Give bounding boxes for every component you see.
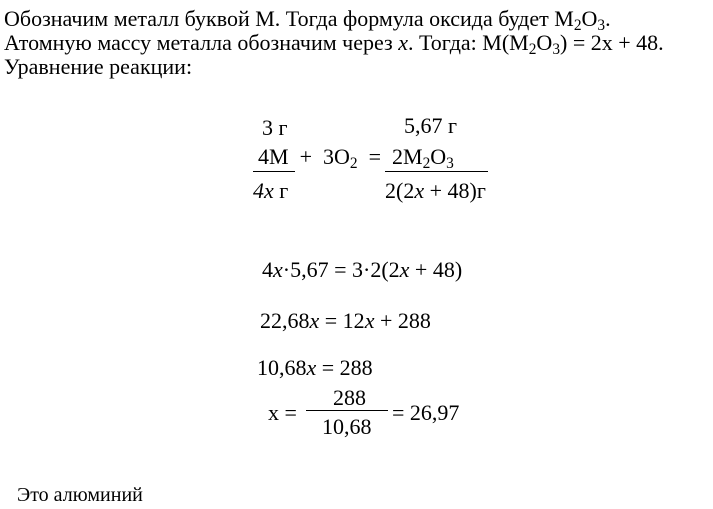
- step1-var: x: [273, 257, 283, 282]
- below-metal-var: 4x: [253, 178, 274, 203]
- step2-c: + 288: [374, 308, 431, 333]
- oxide-underline: [385, 171, 488, 172]
- product-oxygen: O: [430, 144, 447, 169]
- solution-step-2: [260, 310, 431, 332]
- intro-line-2: [4, 30, 664, 58]
- metal-underline: [253, 171, 295, 172]
- reactant-metal: 4M: [258, 144, 289, 169]
- intro-line-1-text: Обозначим металл буквой М. Тогда формула оксида будет: [4, 6, 555, 31]
- mass-above-oxide: 5,67 г: [404, 113, 458, 138]
- variable-x: x: [398, 30, 408, 55]
- oxide-formula: [554, 6, 611, 34]
- intro-line-2-oxygen: O: [536, 30, 553, 55]
- oxide-formula-sub-2: 3: [597, 16, 606, 34]
- oxide-formula-sub-1: 2: [573, 16, 582, 34]
- intro-line-2-sub-1: 2: [528, 40, 537, 58]
- intro-line-2-text: Атомную массу металла обозначим через: [4, 30, 399, 55]
- fraction-denominator: 10,68: [322, 414, 372, 439]
- product-sub-1: 2: [422, 154, 431, 172]
- step1-a: 4: [262, 257, 273, 282]
- step3-var: x: [306, 355, 317, 380]
- reaction-equation: [258, 144, 454, 172]
- mass-below-metal: [253, 180, 288, 202]
- below-oxide-var: x: [414, 178, 425, 203]
- below-metal-unit: г: [273, 178, 289, 203]
- step3-b: = 288: [316, 355, 373, 380]
- step2-a: 22,68: [260, 308, 310, 333]
- step2-var2: x: [364, 308, 375, 333]
- plus-sign: +: [299, 144, 312, 169]
- intro-line-2-middle: . Тогда: M(M: [407, 30, 529, 55]
- step1-c: + 48): [409, 257, 463, 282]
- intro-line-1: [4, 6, 611, 34]
- intro-line-3: Уравнение реакции:: [4, 54, 193, 79]
- below-oxide-suffix: + 48)г: [424, 178, 486, 203]
- oxide-formula-period: .: [605, 6, 611, 31]
- conclusion-text: Это алюминий: [17, 484, 143, 506]
- reactant-oxygen: [322, 144, 358, 172]
- below-oxide-prefix: 2(2: [385, 178, 415, 203]
- fraction-bar: [306, 410, 388, 411]
- oxygen-sub: 2: [349, 154, 358, 172]
- intro-line-2-suffix: ) = 2x + 48.: [560, 30, 664, 55]
- solution-step-1: [262, 259, 462, 281]
- mass-above-metal: 3 г: [262, 115, 288, 140]
- step1-b: ·5,67 = 3·2(2: [282, 257, 400, 282]
- mass-below-oxide: [385, 180, 486, 202]
- fraction-lhs: x =: [268, 400, 297, 425]
- solution-step-3: [257, 357, 373, 379]
- step2-var: x: [309, 308, 320, 333]
- step3-a: 10,68: [257, 355, 307, 380]
- fraction-numerator: 288: [333, 385, 366, 410]
- oxygen-coefficient: 3O: [322, 144, 350, 169]
- oxide-formula-oxygen: O: [581, 6, 598, 31]
- product-metal: 2M: [392, 144, 423, 169]
- step2-b: = 12: [319, 308, 365, 333]
- intro-line-2-sub-2: 3: [552, 40, 561, 58]
- fraction-result: = 26,97: [392, 400, 460, 425]
- step1-var2: x: [399, 257, 410, 282]
- oxide-formula-metal: M: [554, 6, 574, 31]
- equals-sign: =: [368, 144, 381, 169]
- product-oxide: [392, 144, 454, 172]
- product-sub-2: 3: [446, 154, 454, 172]
